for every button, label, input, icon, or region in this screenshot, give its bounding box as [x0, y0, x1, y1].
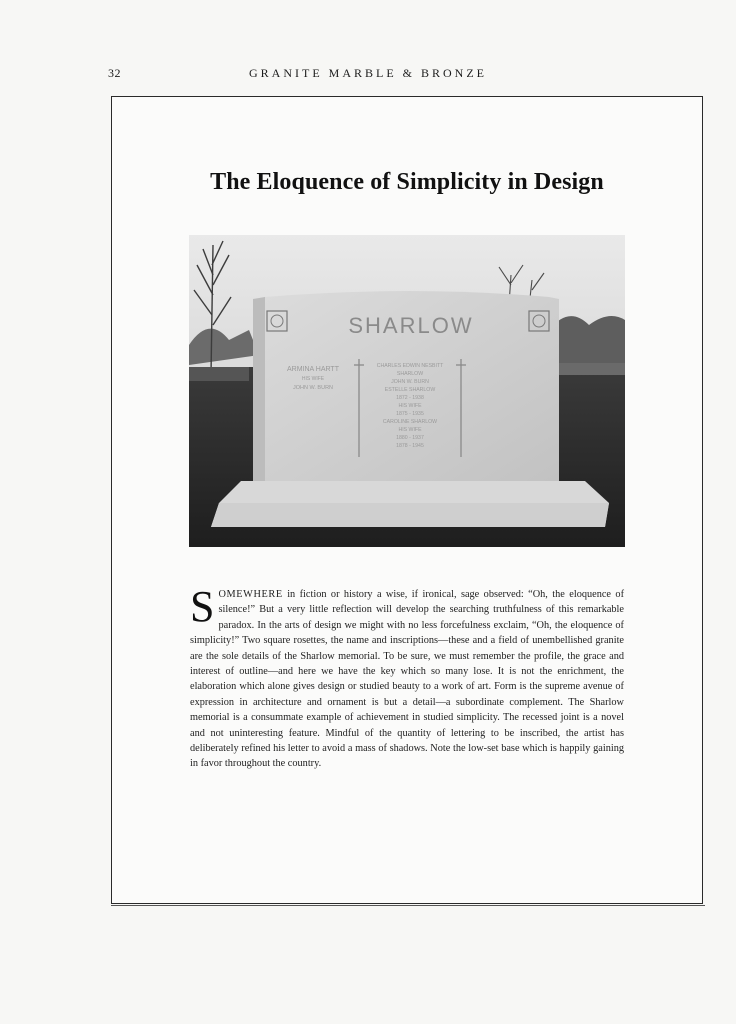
right-inscription-line: CAROLINE SHARLOW	[382, 419, 438, 425]
article-body	[190, 582, 624, 772]
frame-bottom-rule	[111, 905, 705, 906]
monument-photo	[189, 235, 625, 547]
right-inscription-line: HIS WIFE	[398, 427, 422, 433]
monument-photo-illustration	[189, 235, 625, 547]
right-inscription-line: 1872 - 1938	[396, 395, 424, 401]
running-head: GRANITE MARBLE & BRONZE	[249, 66, 487, 80]
right-inscription-line: JOHN W. BURN	[391, 379, 429, 385]
left-inscription-line: JOHN W. BURN	[292, 385, 334, 391]
article-title: The Eloquence of Simplicity in Design	[210, 169, 604, 195]
article-body-text: in fiction or history a wise, if ironical, sage observed: “Oh, the eloquence of silence!” But a very little reflection will develop the searching truthfulness of this remarkable paradox. In the arts of design we might with no less forcefulness exclaim, “Oh, the eloquence of simplicity!” Two square rosettes, the name and inscriptions—these and a field of unembellished granite are the sole details of the Sharlow memorial. To be sure, we must remember the profile, the grace and interest of outline—and here we have the key which so many lose. It is not the enrichment, the elaboration which alone gives design or studied beauty to a work of art. Form is the supreme avenue of expression in architecture and ornament is but a detail—a subordinate complement. The Sharlow memorial is a consummate example of achievement in studied simplicity. The recessed joint is a novel and not uninteresting feature. Mindful of the quantity of lettering to be inscribed, the artist has deliberately refined his letter to avoid a mass of shadows. Note the low-set base which is happily gaining in favor throughout the country.	[190, 589, 624, 770]
monument-name: SHARLOW	[348, 313, 474, 338]
left-inscription-line: HIS WIFE	[301, 376, 325, 382]
right-inscription-line: 1878 - 1945	[396, 443, 424, 449]
right-inscription-line: 1880 - 1937	[396, 435, 424, 441]
drop-cap: S	[190, 582, 215, 631]
right-inscription-line: ESTELLE SHARLOW	[384, 387, 436, 393]
right-inscription-line: CHARLES EDWIN NESBITT	[376, 363, 444, 369]
article-frame	[111, 96, 703, 904]
page-number: 32	[108, 66, 121, 80]
left-inscription-line: ARMINA HARTT	[287, 366, 339, 373]
right-inscription-line: SHARLOW	[396, 371, 424, 377]
right-inscription-line: HIS WIFE	[398, 403, 422, 409]
right-inscription-line: 1875 - 1935	[396, 411, 424, 417]
lead-word: OMEWHERE	[218, 589, 283, 600]
